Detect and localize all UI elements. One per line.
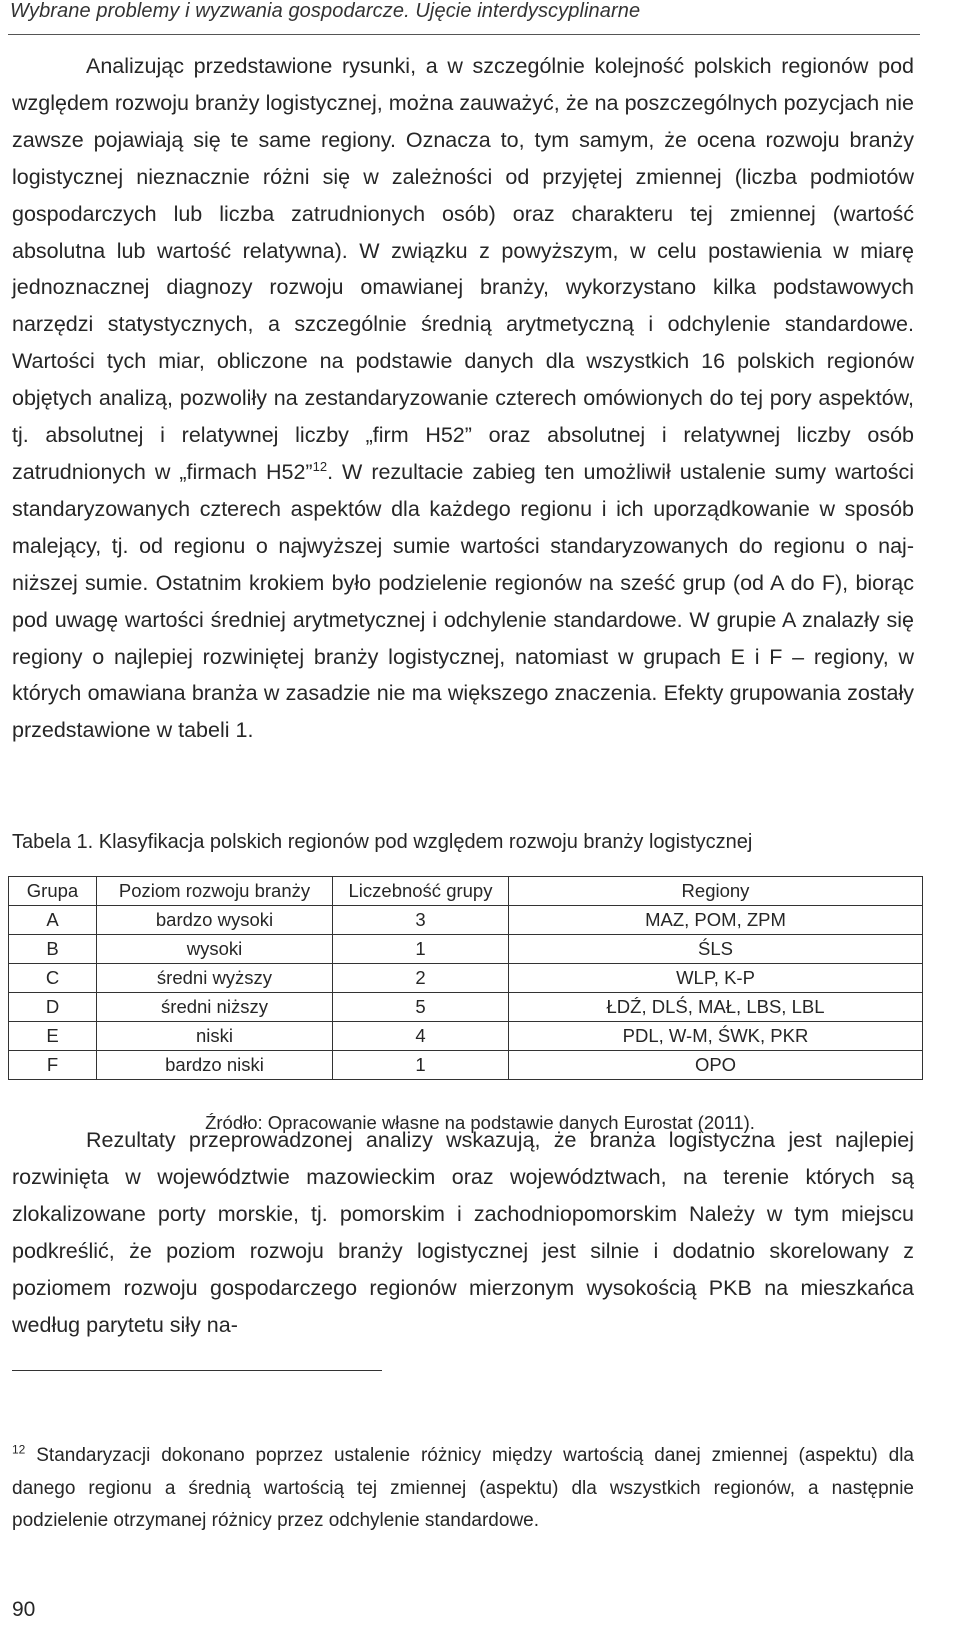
page-number: 90 [12,1598,36,1621]
cell-count: 2 [333,964,509,993]
paragraph-1-text-continued: . W rezultacie zabieg ten umożliwił ustalenie sumy wartości standaryzowanych czterech aspektów dla każdego regionu i ich uporządkowanie w sposób malejący, tj. od regionu o najwyższej sumie wartości standaryzowanych do regionu o najniższej sumie. Ostatnim krokiem było podzielenie regionów na sześć grup (od A do F), biorąc pod uwagę wartości średniej arytmetycznej i odchylenie standardowe. W grupie A znalazły się regiony o najlepiej rozwiniętej branży logistycznej, natomiast w grupach E i F – regiony, w których omawiana branża w zasadzie nie ma większego znaczenia. Efekty grupowania zostały przedstawione w tabeli 1. [12,459,914,743]
table-row [9,906,923,935]
cell-group: A [9,906,97,935]
body-paragraph-1 [12,48,914,749]
cell-count: 3 [333,906,509,935]
cell-regions: MAZ, POM, ZPM [509,906,923,935]
cell-level: wysoki [97,935,333,964]
cell-count: 4 [333,1022,509,1051]
table-row [9,935,923,964]
paragraph-2-text: Rezultaty przeprowadzonej analizy wskazują, że branża logistyczna jest najlepiej rozwinięta w województwie mazowieckim oraz województwach, na terenie których są zlokalizowane porty morskie, tj. pomorskim i zachodniopomorskim Należy w tym miejscu podkreślić, że poziom rozwoju branży logistycznej jest silnie i dodatnio skorelowany z poziomem rozwoju gospodarczego regionów mierzonym wysokością PKB na mieszkańca według parytetu siły na- [12,1128,914,1337]
header-cell-level: Poziom rozwoju branży [97,877,333,906]
cell-level: średni niższy [97,993,333,1022]
header-cell-count: Liczebność grupy [333,877,509,906]
table-source-note: Źródło: Opracowanie własne na podstawie danych Eurostat (2011). [205,1112,755,1133]
cell-regions: WLP, K-P [509,964,923,993]
paragraph-1-text: Analizując przedstawione rysunki, a w szczególnie kolejność polskich regionów pod względem rozwoju branży logistycznej, można zauważyć, że na poszczególnych pozycjach nie zawsze pojawiają się te same regiony. Oznacza to, tym samym, że ocena rozwoju branży logistycznej nieznacznie różni się w zależności od przyjętej zmiennej (liczba podmiotów gospodarczych lub liczba zatrudnionych osób) oraz charakteru tej zmiennej (wartość absolutna lub wartość relatywna). W związku z powyższym, w celu postawienia w miarę jednoznacznej diagnozy rozwoju omawianej branży, wykorzystano kilka podstawowych narzędzi statystycznych, a szczególnie średnią arytmetyczną i odchylenie standardowe. Wartości tych miar, obliczone na podstawie danych dla wszystkich 16 polskich regionów objętych analizą, pozwoliły na zestandaryzowanie czterech omówionych do tej pory aspektów, tj. absolutnej i relatywnej liczby „firm H52” oraz absolutnej i relatywnej liczby osób zatrudnionych w „firmach H52” [12,54,914,484]
cell-level: bardzo wysoki [97,906,333,935]
table-row [9,1022,923,1051]
cell-regions: PDL, W-M, ŚWK, PKR [509,1022,923,1051]
cell-regions: OPO [509,1051,923,1080]
cell-group: B [9,935,97,964]
footnote-number: 12 [12,1442,26,1457]
footnote-divider [12,1370,382,1371]
cell-level: niski [97,1022,333,1051]
cell-count: 1 [333,1051,509,1080]
table-row [9,964,923,993]
cell-group: C [9,964,97,993]
body-paragraph-2 [12,1122,914,1343]
cell-group: F [9,1051,97,1080]
cell-level: średni wyższy [97,964,333,993]
cell-count: 5 [333,993,509,1022]
cell-regions: ŚLS [509,935,923,964]
table-row [9,993,923,1022]
table-header-row [9,877,923,906]
header-cell-group: Grupa [9,877,97,906]
table-row [9,1051,923,1080]
cell-regions: ŁDŹ, DLŚ, MAŁ, LBS, LBL [509,993,923,1022]
footnote-text: Standaryzacji dokonano poprzez ustalenie różnicy między wartością danej zmiennej (aspektu) dla danego regionu a średnią wartością tej zmiennej (aspektu) dla wszystkich regionów, a następnie podzielenie otrzymanej różnicy przez odchylenie standardowe. [12,1445,914,1531]
header-cell-regions: Regiony [509,877,923,906]
running-header: Wybrane problemy i wyzwania gospodarcze. Ujęcie interdyscyplinarne [10,0,641,22]
cell-level: bardzo niski [97,1051,333,1080]
classification-table [8,876,923,1080]
footnote [12,1440,914,1538]
table-caption: Tabela 1. Klasyfikacja polskich regionów pod względem rozwoju branży logistycznej [12,831,753,853]
cell-count: 1 [333,935,509,964]
cell-group: D [9,993,97,1022]
cell-group: E [9,1022,97,1051]
footnote-reference[interactable]: 12 [312,458,328,474]
header-divider [8,34,920,35]
